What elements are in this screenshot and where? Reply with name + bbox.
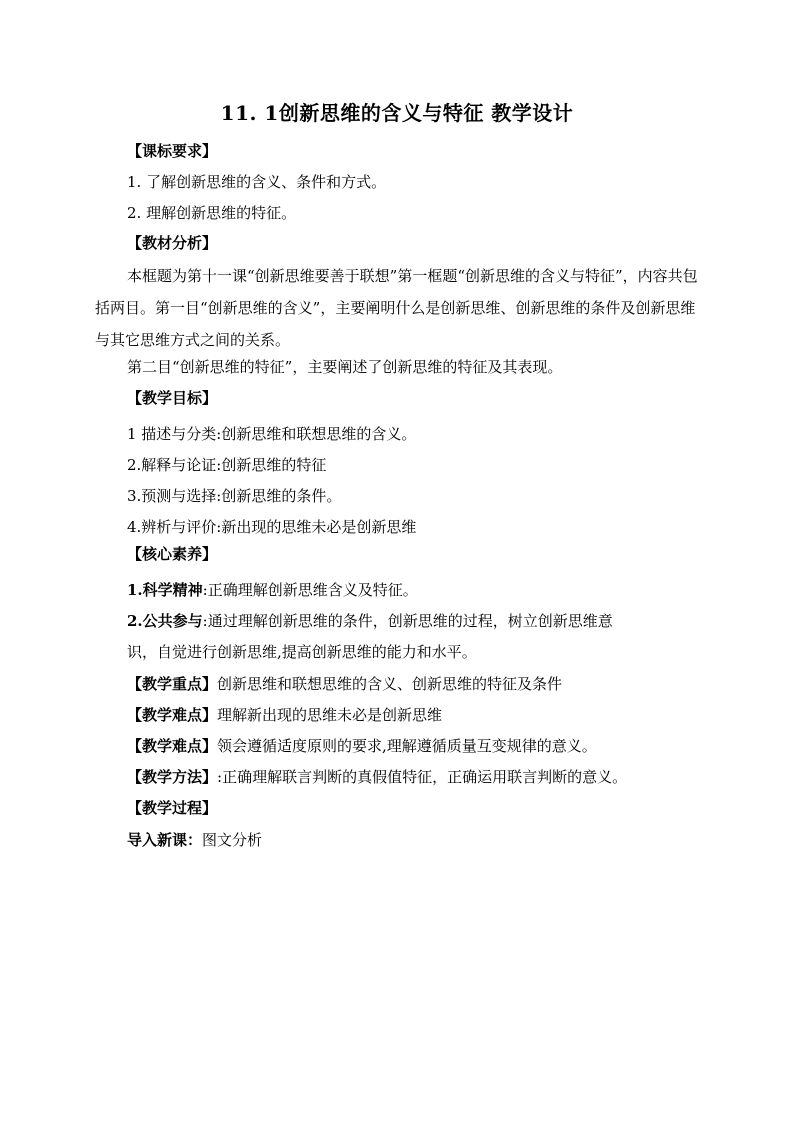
literacy-item-1 [127,580,418,600]
difficulty-2-text: 领会遵循适度原则的要求,理解遵循质量互变规律的意义。 [217,737,597,755]
analysis-paragraph-2: 第二目“创新思维的特征”，主要阐述了创新思维的特征及其表现。 [127,358,563,376]
method-label: 【教学方法】 [127,768,218,786]
literacy-item-2 [127,611,613,631]
key-points-label: 【教学重点】 [127,675,218,693]
difficulty-1-text: 理解新出现的思维未必是创新思维 [217,706,443,724]
standards-item-2: 2. 理解创新思维的特征。 [127,204,297,222]
literacy-item-2-text: :通过理解创新思维的条件，创新思维的过程，树立创新思维意 [202,612,613,630]
literacy-item-1-text: :正确理解创新思维含义及特征。 [202,581,418,599]
difficulty-line-2 [127,736,597,756]
standards-heading: 【课标要求】 [127,142,218,160]
goal-item-4: 4.辨析与评价:新出现的思维未必是创新思维 [127,518,417,536]
document-title: 11. 1创新思维的含义与特征 教学设计 [220,101,574,125]
literacy-item-2-continued: 识，自觉进行创新思维,提高创新思维的能力和水平。 [127,643,477,661]
method-text: :正确理解联言判断的真假值特征，正确运用联言判断的意义。 [217,768,628,786]
difficulty-line-1 [127,705,442,725]
key-points-line [127,674,562,694]
literacy-item-2-label: 2.公共参与 [127,612,203,630]
analysis-heading: 【教材分析】 [127,234,218,252]
literacy-item-1-label: 1.科学精神 [127,581,203,599]
method-line [127,767,627,787]
difficulty-1-label: 【教学难点】 [127,706,218,724]
key-points-text: 创新思维和联想思维的含义、创新思维的特征及条件 [217,675,563,693]
goal-item-3: 3.预测与选择:创新思维的条件。 [127,487,342,505]
analysis-paragraph-1: 本框题为第十一课“创新思维要善于联想”第一框题“创新思维的含义与特征”，内容共包括两目。第一目“创新思维的含义”，主要阐明什么是创新思维、创新思维的条件及创新思维与其它思维方式之间的关系。 [95,267,698,349]
process-heading: 【教学过程】 [127,799,218,817]
literacy-heading: 【核心素养】 [127,545,218,563]
goal-item-2: 2.解释与论证:创新思维的特征 [127,456,327,474]
goal-item-1: 1 描述与分类:创新思维和联想思维的含义。 [127,425,417,443]
intro-text: 图文分析 [202,831,263,849]
goals-heading: 【教学目标】 [127,389,218,407]
intro-line [127,830,262,850]
standards-item-1: 1. 了解创新思维的含义、条件和方式。 [127,173,387,191]
difficulty-2-label: 【教学难点】 [127,737,218,755]
intro-label: 导入新课： [127,831,203,849]
